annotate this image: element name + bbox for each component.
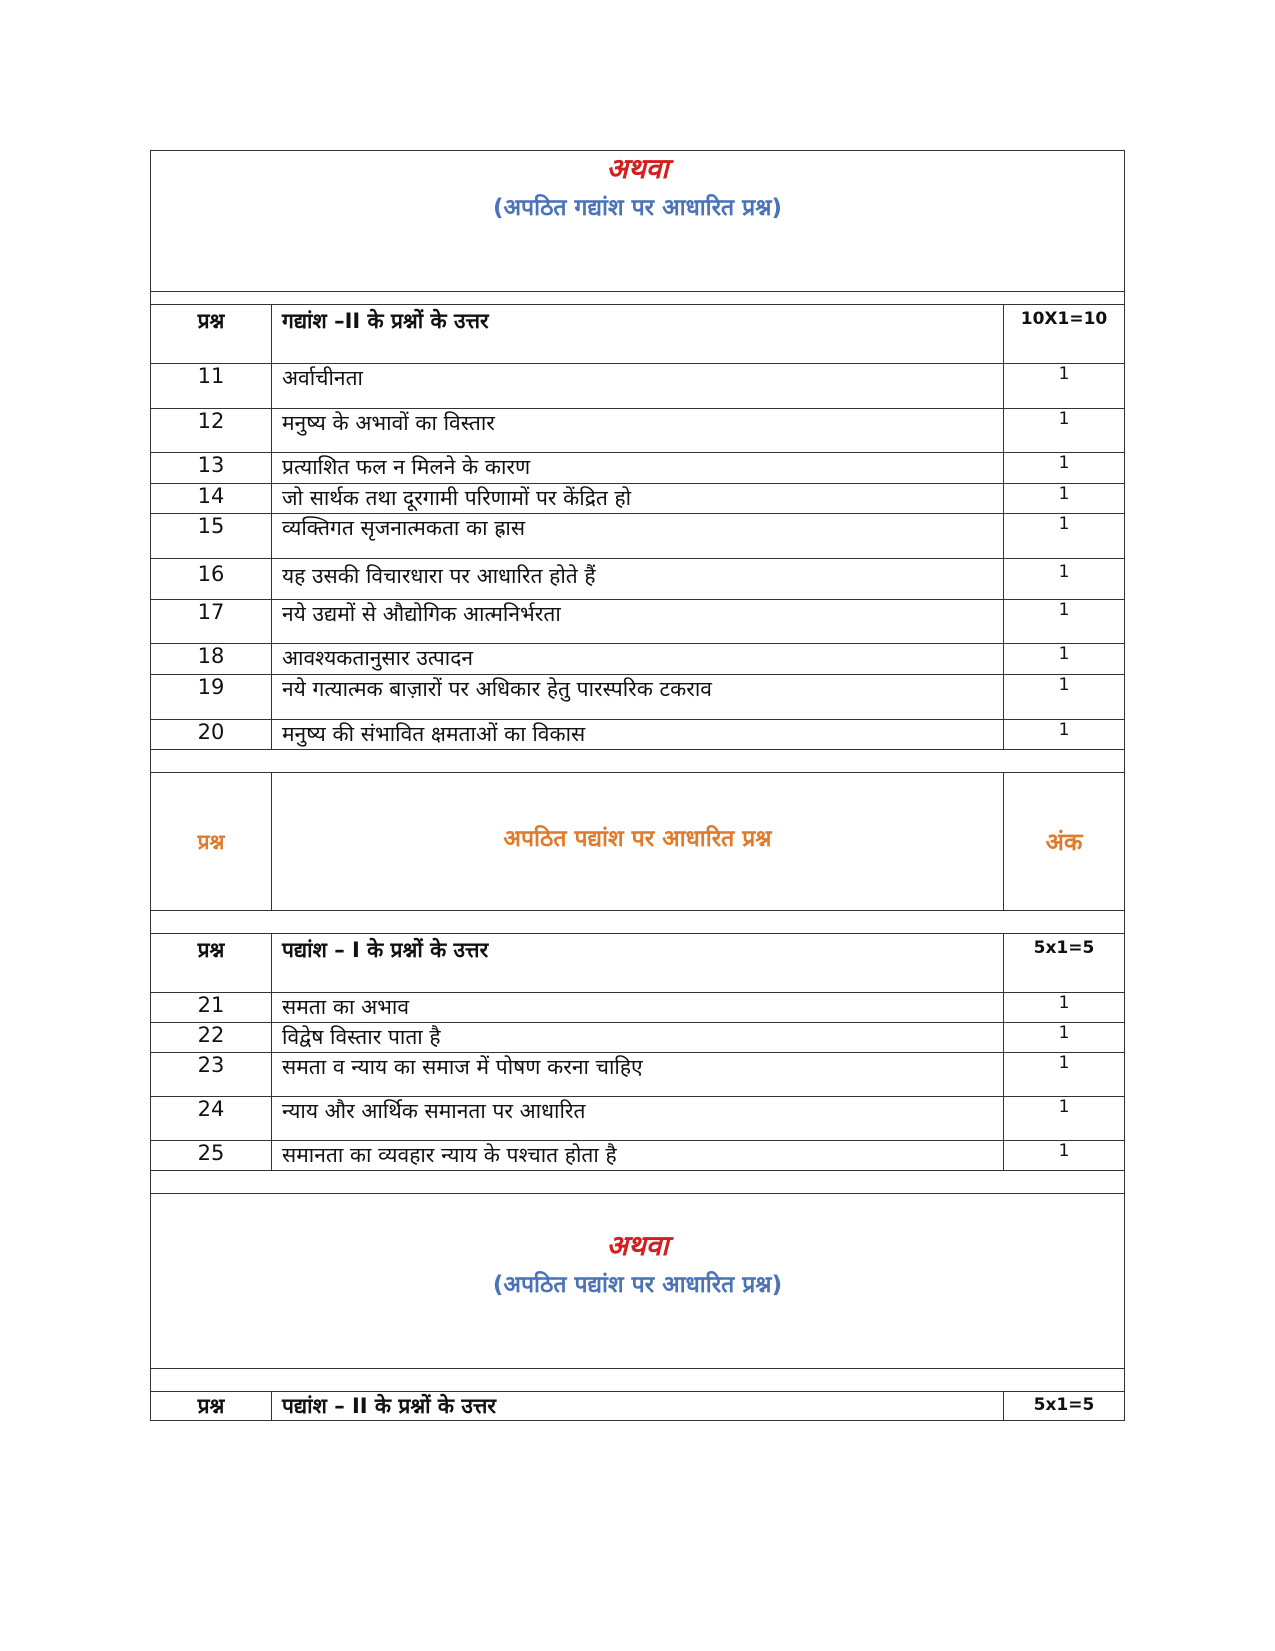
section-header-padyansh-2 [151,1392,1125,1421]
answer-mark: 1 [1004,364,1125,409]
answer-text: यह उसकी विचारधारा पर आधारित होते हैं [272,559,1004,600]
col-question-label: प्रश्न [151,773,272,911]
section-marks: 5x1=5 [1004,1392,1125,1421]
table-row [151,720,1125,750]
answer-text: विद्वेष विस्तार पाता है [272,1023,1004,1053]
table-row [151,1053,1125,1097]
answer-text: समता का अभाव [272,993,1004,1023]
question-number: 19 [151,675,272,720]
section-header-gadyansh-2 [151,305,1125,364]
answer-text: समता व न्याय का समाज में पोषण करना चाहिए [272,1053,1004,1097]
col-marks-label: अंक [1004,773,1125,911]
answer-mark: 1 [1004,1141,1125,1171]
answer-text: मनुष्य के अभावों का विस्तार [272,409,1004,453]
col-question-label: प्रश्न [151,934,272,993]
or-label: अथवा [606,1229,669,1262]
padyansh-header [151,773,1125,911]
section-header-padyansh-1 [151,934,1125,993]
table-row [151,484,1125,514]
section-marks: 5x1=5 [1004,934,1125,993]
table-row [151,993,1125,1023]
answer-mark: 1 [1004,675,1125,720]
table-row [151,675,1125,720]
table-row [151,453,1125,484]
question-number: 15 [151,514,272,559]
or-block-1 [151,151,1125,292]
answer-text: व्यक्तिगत सृजनात्मकता का ह्रास [272,514,1004,559]
section-marks: 10X1=10 [1004,305,1125,364]
answer-mark: 1 [1004,993,1125,1023]
table-row [151,644,1125,675]
answer-table [150,150,1125,1421]
answer-text: आवश्यकतानुसार उत्पादन [272,644,1004,675]
answer-mark: 1 [1004,1097,1125,1141]
answer-mark: 1 [1004,600,1125,644]
question-number: 23 [151,1053,272,1097]
or-block-2 [151,1194,1125,1369]
section-subtitle: (अपठित गद्यांश पर आधारित प्रश्न) [492,195,783,221]
col-question-label: प्रश्न [151,1392,272,1421]
question-number: 13 [151,453,272,484]
question-number: 17 [151,600,272,644]
table-row [151,559,1125,600]
answer-mark: 1 [1004,559,1125,600]
answer-mark: 1 [1004,720,1125,750]
question-number: 12 [151,409,272,453]
answer-text: समानता का व्यवहार न्याय के पश्चात होता है [272,1141,1004,1171]
answer-mark: 1 [1004,1053,1125,1097]
answer-mark: 1 [1004,644,1125,675]
section-title: अपठित पद्यांश पर आधारित प्रश्न [272,773,1004,911]
or-label: अथवा [606,152,669,185]
answer-text: जो सार्थक तथा दूरगामी परिणामों पर केंद्रित हो [272,484,1004,514]
question-number: 14 [151,484,272,514]
answer-mark: 1 [1004,1023,1125,1053]
question-number: 18 [151,644,272,675]
answer-text: न्याय और आर्थिक समानता पर आधारित [272,1097,1004,1141]
question-number: 21 [151,993,272,1023]
answer-mark: 1 [1004,514,1125,559]
table-row [151,1141,1125,1171]
question-number: 16 [151,559,272,600]
answer-mark: 1 [1004,453,1125,484]
question-number: 24 [151,1097,272,1141]
table-row [151,364,1125,409]
section-heading: पद्यांश – II के प्रश्नों के उत्तर [272,1392,1004,1421]
question-number: 22 [151,1023,272,1053]
answer-key-page [150,150,1125,1421]
question-number: 11 [151,364,272,409]
answer-text: अर्वाचीनता [272,364,1004,409]
question-number: 25 [151,1141,272,1171]
answer-text: नये गत्यात्मक बाज़ारों पर अधिकार हेतु पारस्परिक टकराव [272,675,1004,720]
table-row [151,1023,1125,1053]
answer-text: नये उद्यमों से औद्योगिक आत्मनिर्भरता [272,600,1004,644]
answer-text: प्रत्याशित फल न मिलने के कारण [272,453,1004,484]
table-row [151,409,1125,453]
col-question-label: प्रश्न [151,305,272,364]
answer-mark: 1 [1004,409,1125,453]
answer-mark: 1 [1004,484,1125,514]
section-heading: गद्यांश –II के प्रश्नों के उत्तर [272,305,1004,364]
answer-text: मनुष्य की संभावित क्षमताओं का विकास [272,720,1004,750]
table-row [151,600,1125,644]
section-subtitle: (अपठित पद्यांश पर आधारित प्रश्न) [492,1272,783,1298]
table-row [151,1097,1125,1141]
section-heading: पद्यांश – I के प्रश्नों के उत्तर [272,934,1004,993]
question-number: 20 [151,720,272,750]
table-row [151,514,1125,559]
